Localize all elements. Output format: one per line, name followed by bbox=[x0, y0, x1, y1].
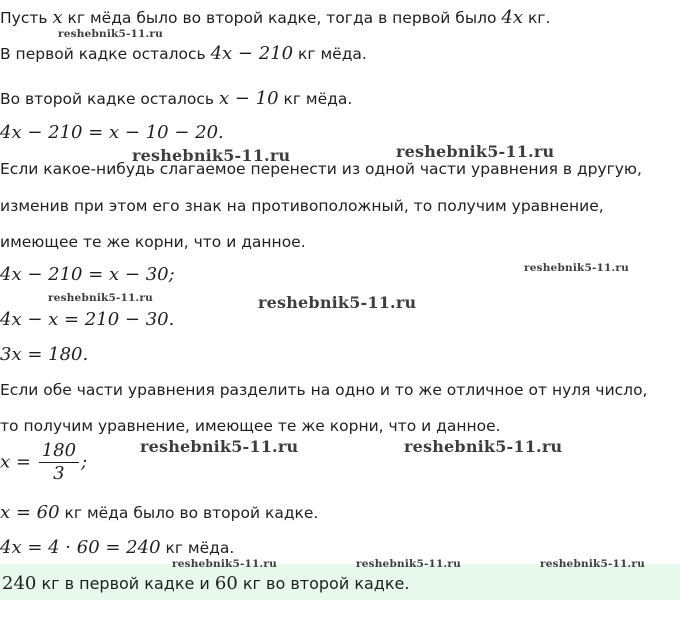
watermark: reshebnik5-11.ru bbox=[356, 558, 461, 570]
watermark: reshebnik5-11.ru bbox=[140, 437, 299, 456]
math: x − 10 bbox=[218, 88, 279, 109]
numerator: 180 bbox=[39, 440, 79, 463]
watermark: reshebnik5-11.ru bbox=[172, 558, 277, 570]
text: кг во второй кадке. bbox=[237, 574, 410, 593]
math: ; bbox=[81, 451, 88, 473]
text-line-1 bbox=[0, 8, 550, 28]
text: кг мёда. bbox=[278, 90, 353, 108]
denominator: 3 bbox=[53, 463, 65, 484]
watermark: reshebnik5-11.ru bbox=[58, 28, 163, 40]
text: кг. bbox=[523, 9, 551, 27]
equation-3: 4x − x = 210 − 30. bbox=[0, 309, 175, 330]
paragraph-line: то получим уравнение, имеющее те же корни, что и данное. bbox=[0, 417, 501, 435]
watermark: reshebnik5-11.ru bbox=[48, 292, 153, 304]
text: кг в первой кадке и bbox=[36, 574, 215, 593]
math: 4x − 210 bbox=[210, 43, 294, 64]
watermark: reshebnik5-11.ru bbox=[404, 437, 563, 456]
fraction bbox=[39, 440, 79, 485]
watermark: reshebnik5-11.ru bbox=[540, 558, 645, 570]
math: x = bbox=[0, 451, 31, 473]
text: кг мёда. bbox=[160, 539, 235, 557]
equation-fraction bbox=[0, 440, 87, 485]
math: x bbox=[52, 7, 63, 28]
text: В первой кадке осталось bbox=[0, 45, 211, 63]
equation-2: 4x − 210 = x − 30; bbox=[0, 264, 175, 285]
text: Пусть bbox=[0, 9, 53, 27]
result-line-1 bbox=[0, 503, 318, 523]
math: 60 bbox=[214, 573, 238, 594]
text: кг мёда. bbox=[293, 45, 367, 63]
paragraph-line: Если какое-нибудь слагаемое перенести из одной части уравнения в другую, bbox=[0, 160, 642, 178]
text: кг мёда было во второй кадке, тогда в первой было bbox=[62, 9, 502, 27]
answer-text bbox=[2, 573, 409, 594]
math: x = 60 bbox=[0, 502, 60, 523]
paragraph-line: Если обе части уравнения разделить на одно и то же отличное от нуля число, bbox=[0, 381, 648, 399]
text: кг мёда было во второй кадке. bbox=[59, 504, 319, 522]
paragraph-line: имеющее те же корни, что и данное. bbox=[0, 233, 306, 251]
watermark: reshebnik5-11.ru bbox=[132, 146, 291, 165]
watermark: reshebnik5-11.ru bbox=[396, 142, 555, 161]
text-line-3 bbox=[0, 89, 352, 109]
watermark: reshebnik5-11.ru bbox=[524, 262, 629, 274]
text-line-2 bbox=[0, 44, 367, 64]
text: Во второй кадке осталось bbox=[0, 90, 219, 108]
result-line-2 bbox=[0, 538, 234, 558]
math: 4x = 4 · 60 = 240 bbox=[0, 537, 161, 558]
watermark: reshebnik5-11.ru bbox=[258, 293, 417, 312]
math: 240 bbox=[2, 573, 37, 594]
equation-4: 3x = 180. bbox=[0, 344, 89, 365]
equation-1: 4x − 210 = x − 10 − 20. bbox=[0, 122, 224, 143]
math: 4x bbox=[501, 7, 524, 28]
paragraph-line: изменив при этом его знак на противоположный, то получим уравнение, bbox=[0, 197, 604, 215]
